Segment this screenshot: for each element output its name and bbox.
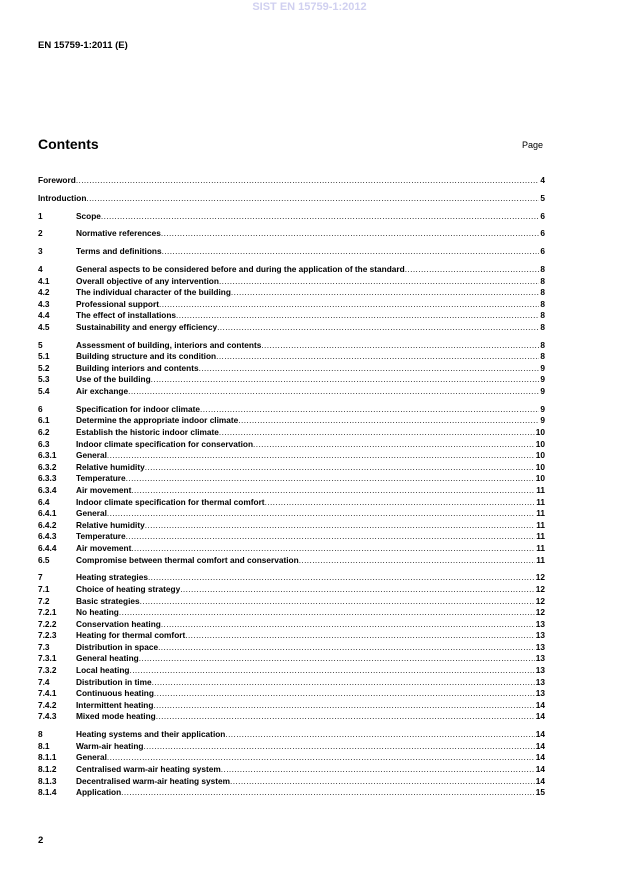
toc-entry-title: Continuous heating bbox=[76, 688, 154, 699]
toc-entry-number: 8.1 bbox=[38, 740, 50, 751]
toc-entry-page: 12 bbox=[535, 607, 545, 618]
toc-entry[interactable] bbox=[38, 665, 545, 677]
toc-entry-page: 10 bbox=[535, 438, 545, 449]
toc-entry-title: Local heating bbox=[76, 665, 130, 676]
toc-entry-title: Basic strategies bbox=[76, 595, 140, 606]
toc-entry-page: 10 bbox=[535, 461, 545, 472]
toc-dot-leader bbox=[148, 572, 535, 584]
toc-entry-page: 8 bbox=[540, 310, 545, 321]
toc-dot-leader bbox=[231, 287, 539, 299]
toc-group bbox=[38, 175, 545, 187]
toc-entry-title: Building structure and its condition bbox=[76, 351, 217, 362]
toc-entry[interactable] bbox=[38, 415, 545, 427]
toc-entry-number: 5 bbox=[38, 339, 43, 350]
toc-entry-page: 9 bbox=[540, 374, 545, 385]
toc-entry-page: 8 bbox=[540, 287, 545, 298]
toc-entry-number: 7.2.2 bbox=[38, 618, 57, 629]
toc-entry[interactable] bbox=[38, 688, 545, 700]
toc-entry-title: General aspects to be considered before and during the application of the standard bbox=[76, 263, 405, 274]
toc-entry-page: 11 bbox=[536, 542, 545, 553]
toc-dot-leader bbox=[185, 630, 535, 642]
toc-entry[interactable] bbox=[38, 351, 545, 363]
toc-dot-leader bbox=[139, 653, 535, 665]
toc-entry-number: 7.4.2 bbox=[38, 699, 57, 710]
toc-entry-title: Application bbox=[76, 787, 122, 798]
toc-dot-leader bbox=[153, 700, 534, 712]
toc-entry-number: 6.4.4 bbox=[38, 542, 57, 553]
toc-entry-number: 7.2.3 bbox=[38, 630, 57, 641]
toc-entry-title: Normative references bbox=[76, 228, 161, 239]
toc-entry-title: Foreword bbox=[38, 175, 76, 185]
toc-entry-number: 7.2 bbox=[38, 595, 50, 606]
toc-entry-page: 11 bbox=[536, 531, 545, 542]
toc-entry[interactable] bbox=[38, 264, 545, 276]
toc-entry-page: 11 bbox=[536, 496, 545, 507]
toc-entry-title: Heating systems and their application bbox=[76, 729, 226, 740]
toc-dot-leader bbox=[161, 228, 540, 240]
toc-entry-number: 7.1 bbox=[38, 583, 50, 594]
toc-entry-title: Distribution in time bbox=[76, 676, 152, 687]
toc-entry-page: 5 bbox=[540, 192, 545, 203]
toc-group bbox=[38, 193, 545, 205]
toc-dot-leader bbox=[121, 787, 535, 799]
toc-entry-title: Heating strategies bbox=[76, 572, 148, 583]
footer-page-number: 2 bbox=[38, 835, 44, 846]
toc-entry[interactable] bbox=[38, 729, 545, 741]
toc-entry-page: 13 bbox=[535, 653, 545, 664]
toc-dot-leader bbox=[154, 688, 535, 700]
toc-entry-number: 7.2.1 bbox=[38, 607, 57, 618]
toc-dot-leader bbox=[219, 427, 535, 439]
toc-entry-number: 5.2 bbox=[38, 362, 50, 373]
toc-dot-leader bbox=[131, 485, 535, 497]
toc-entry-page: 14 bbox=[535, 711, 545, 722]
toc-entry[interactable] bbox=[38, 520, 545, 532]
toc-entry-number: 7.4 bbox=[38, 676, 50, 687]
toc-entry-number: 6.3.3 bbox=[38, 473, 57, 484]
toc-entry-title: Intermittent heating bbox=[76, 699, 154, 710]
toc-entry[interactable] bbox=[38, 741, 545, 753]
toc-entry-number: 6.4.1 bbox=[38, 508, 57, 519]
toc-dot-leader bbox=[107, 450, 535, 462]
toc-group bbox=[38, 264, 545, 334]
toc-entry-number: 5.1 bbox=[38, 351, 50, 362]
toc-entry[interactable] bbox=[38, 776, 545, 788]
toc-group bbox=[38, 729, 545, 799]
toc-entry-title: No heating bbox=[76, 607, 119, 618]
toc-entry-number: 4.1 bbox=[38, 275, 50, 286]
toc-entry-title: Indoor climate specification for conservation bbox=[76, 438, 254, 449]
toc-entry-number: 7.3 bbox=[38, 641, 50, 652]
toc-entry[interactable] bbox=[38, 700, 545, 712]
toc-entry[interactable] bbox=[38, 543, 545, 555]
toc-entry-title: Temperature bbox=[76, 473, 126, 484]
toc-entry-page: 13 bbox=[535, 630, 545, 641]
toc-entry-number: 4.3 bbox=[38, 298, 50, 309]
toc-entry-title: Terms and definitions bbox=[76, 246, 162, 257]
toc-dot-leader bbox=[217, 322, 539, 334]
toc-entry-number: 3 bbox=[38, 246, 43, 257]
toc-entry[interactable] bbox=[38, 287, 545, 299]
toc-dot-leader bbox=[151, 374, 540, 386]
toc-dot-leader bbox=[199, 363, 540, 375]
toc-entry-page: 13 bbox=[535, 676, 545, 687]
toc-entry-page: 6 bbox=[540, 246, 545, 257]
toc-entry[interactable] bbox=[38, 386, 545, 398]
toc-dot-leader bbox=[299, 555, 536, 567]
toc-entry[interactable] bbox=[38, 462, 545, 474]
toc-entry[interactable] bbox=[38, 508, 545, 520]
toc-entry-page: 12 bbox=[535, 572, 545, 583]
toc-entry-title: Air movement bbox=[76, 484, 132, 495]
toc-entry[interactable] bbox=[38, 531, 545, 543]
toc-entry-number: 8.1.3 bbox=[38, 775, 57, 786]
toc-group bbox=[38, 211, 545, 223]
toc-entry[interactable] bbox=[38, 276, 545, 288]
toc-entry[interactable] bbox=[38, 439, 545, 451]
toc-entry-number: 1 bbox=[38, 210, 43, 221]
toc-entry[interactable] bbox=[38, 653, 545, 665]
table-of-contents bbox=[38, 175, 545, 799]
toc-entry-page: 8 bbox=[540, 351, 545, 362]
toc-dot-leader bbox=[238, 415, 539, 427]
toc-entry-page: 11 bbox=[536, 554, 545, 565]
toc-dot-leader bbox=[265, 497, 536, 509]
toc-entry-title: The individual character of the building bbox=[76, 287, 231, 298]
toc-entry[interactable] bbox=[38, 607, 545, 619]
toc-entry-number: 6.2 bbox=[38, 427, 50, 437]
toc-entry-number: 7.3.2 bbox=[38, 665, 57, 676]
toc-entry[interactable] bbox=[38, 193, 545, 205]
toc-entry[interactable] bbox=[38, 310, 545, 322]
toc-dot-leader bbox=[200, 404, 539, 416]
toc-entry[interactable] bbox=[38, 764, 545, 776]
toc-entry-title: Temperature bbox=[76, 531, 126, 542]
page-column-label: Page bbox=[522, 140, 544, 150]
toc-entry-number: 7.4.3 bbox=[38, 711, 57, 722]
toc-dot-leader bbox=[107, 752, 535, 764]
toc-entry-title: Scope bbox=[76, 210, 101, 221]
toc-entry-number: 8.1.2 bbox=[38, 764, 57, 774]
toc-entry[interactable] bbox=[38, 572, 545, 584]
toc-entry-number: 6.4.3 bbox=[38, 531, 57, 542]
toc-entry-number: 4.2 bbox=[38, 287, 50, 298]
watermark: SIST EN 15759-1:2012 bbox=[252, 1, 367, 13]
toc-entry-title: Professional support bbox=[76, 298, 159, 309]
toc-dot-leader bbox=[405, 264, 540, 276]
toc-dot-leader bbox=[156, 711, 535, 723]
toc-dot-leader bbox=[126, 531, 536, 543]
toc-entry[interactable] bbox=[38, 473, 545, 485]
toc-entry-page: 13 bbox=[535, 641, 545, 652]
toc-entry[interactable] bbox=[38, 619, 545, 631]
toc-entry[interactable] bbox=[38, 450, 545, 462]
toc-dot-leader bbox=[158, 642, 535, 654]
toc-entry[interactable] bbox=[38, 374, 545, 386]
toc-entry-title: Introduction bbox=[38, 192, 87, 203]
toc-entry-page: 4 bbox=[540, 175, 545, 185]
toc-entry[interactable] bbox=[38, 340, 545, 352]
toc-entry-title: Compromise between thermal comfort and conservation bbox=[76, 554, 299, 565]
toc-dot-leader bbox=[129, 665, 534, 677]
toc-entry-number: 4 bbox=[38, 263, 43, 274]
toc-entry-page: 11 bbox=[536, 484, 545, 495]
toc-dot-leader bbox=[225, 729, 534, 741]
toc-entry-title: Indoor climate specification for thermal comfort bbox=[76, 496, 265, 507]
toc-entry-page: 8 bbox=[540, 321, 545, 332]
toc-entry-title: Establish the historic indoor climate bbox=[76, 427, 219, 437]
toc-entry-title: Use of the building bbox=[76, 374, 151, 385]
toc-entry-page: 9 bbox=[540, 362, 545, 373]
toc-dot-leader bbox=[159, 299, 539, 311]
toc-entry-page: 14 bbox=[535, 764, 545, 774]
toc-entry[interactable] bbox=[38, 497, 545, 509]
toc-entry[interactable] bbox=[38, 752, 545, 764]
toc-entry[interactable] bbox=[38, 363, 545, 375]
toc-entry-page: 14 bbox=[535, 775, 545, 786]
toc-dot-leader bbox=[261, 340, 539, 352]
toc-group bbox=[38, 340, 545, 398]
toc-entry-page: 6 bbox=[540, 228, 545, 239]
toc-entry-title: Centralised warm-air heating system bbox=[76, 764, 221, 774]
toc-entry-title: Determine the appropriate indoor climate bbox=[76, 415, 239, 426]
toc-entry-page: 8 bbox=[540, 263, 545, 274]
toc-entry-number: 6.4.2 bbox=[38, 519, 57, 530]
toc-entry-page: 14 bbox=[535, 752, 545, 763]
toc-entry[interactable] bbox=[38, 596, 545, 608]
toc-entry[interactable] bbox=[38, 711, 545, 723]
toc-entry-page: 14 bbox=[535, 729, 545, 740]
toc-entry-title: Overall objective of any intervention bbox=[76, 275, 219, 286]
toc-entry-title: Conservation heating bbox=[76, 618, 161, 629]
toc-entry-title: Decentralised warm-air heating system bbox=[76, 775, 231, 786]
toc-entry[interactable] bbox=[38, 427, 545, 439]
toc-entry-page: 10 bbox=[535, 427, 545, 437]
toc-entry[interactable] bbox=[38, 787, 545, 799]
toc-dot-leader bbox=[145, 462, 535, 474]
toc-entry-number: 6.1 bbox=[38, 415, 50, 426]
toc-dot-leader bbox=[107, 508, 535, 520]
toc-entry-title: Heating for thermal comfort bbox=[76, 630, 186, 641]
toc-entry-title: Mixed mode heating bbox=[76, 711, 156, 722]
toc-entry-number: 4.5 bbox=[38, 321, 50, 332]
toc-dot-leader bbox=[180, 584, 535, 596]
toc-entry-number: 8 bbox=[38, 729, 43, 740]
toc-entry-title: Sustainability and energy efficiency bbox=[76, 321, 218, 332]
toc-entry-page: 14 bbox=[535, 699, 545, 710]
toc-entry-page: 13 bbox=[535, 688, 545, 699]
toc-entry[interactable] bbox=[38, 677, 545, 689]
toc-entry[interactable] bbox=[38, 175, 545, 187]
toc-entry-title: Warm-air heating bbox=[76, 740, 144, 751]
toc-entry-number: 4.4 bbox=[38, 310, 50, 321]
toc-entry-number: 6.3 bbox=[38, 438, 50, 449]
toc-dot-leader bbox=[126, 473, 535, 485]
toc-group bbox=[38, 246, 545, 258]
toc-entry[interactable] bbox=[38, 584, 545, 596]
toc-group bbox=[38, 228, 545, 240]
toc-entry-number: 7 bbox=[38, 572, 43, 583]
toc-entry-number: 2 bbox=[38, 228, 43, 239]
toc-entry-title: Air movement bbox=[76, 542, 132, 553]
toc-entry-title: General heating bbox=[76, 653, 139, 664]
toc-entry-number: 5.3 bbox=[38, 374, 50, 385]
toc-entry-title: The effect of installations bbox=[76, 310, 177, 321]
toc-entry-number: 8.1.4 bbox=[38, 787, 57, 798]
toc-dot-leader bbox=[86, 193, 539, 205]
toc-dot-leader bbox=[221, 764, 535, 776]
toc-entry-page: 8 bbox=[540, 339, 545, 350]
toc-entry-number: 6.5 bbox=[38, 554, 50, 565]
toc-entry-page: 12 bbox=[535, 583, 545, 594]
toc-entry-title: General bbox=[76, 450, 107, 461]
toc-entry-title: General bbox=[76, 752, 107, 763]
toc-entry-page: 9 bbox=[540, 415, 545, 426]
toc-entry-number: 7.4.1 bbox=[38, 688, 57, 699]
toc-entry-page: 8 bbox=[540, 275, 545, 286]
toc-dot-leader bbox=[119, 607, 535, 619]
toc-entry-page: 11 bbox=[536, 508, 545, 519]
contents-heading: Contents bbox=[38, 136, 99, 152]
toc-entry-page: 13 bbox=[535, 665, 545, 676]
toc-entry-page: 9 bbox=[540, 386, 545, 397]
toc-entry-page: 14 bbox=[535, 740, 545, 751]
toc-entry-title: Building interiors and contents bbox=[76, 362, 199, 373]
toc-entry[interactable] bbox=[38, 228, 545, 240]
toc-entry-title: Specification for indoor climate bbox=[76, 403, 201, 414]
toc-entry-page: 8 bbox=[540, 298, 545, 309]
toc-entry-page: 13 bbox=[535, 618, 545, 629]
toc-dot-leader bbox=[76, 175, 540, 187]
toc-entry-page: 10 bbox=[535, 473, 545, 484]
toc-entry-number: 7.3.1 bbox=[38, 653, 57, 664]
toc-entry[interactable] bbox=[38, 211, 545, 223]
toc-entry-page: 11 bbox=[536, 519, 545, 530]
toc-entry-number: 6.3.4 bbox=[38, 484, 57, 495]
toc-entry[interactable] bbox=[38, 246, 545, 258]
toc-dot-leader bbox=[162, 246, 540, 258]
toc-dot-leader bbox=[145, 520, 536, 532]
toc-entry-page: 9 bbox=[540, 403, 545, 414]
toc-entry-title: Choice of heating strategy bbox=[76, 583, 181, 594]
toc-entry[interactable] bbox=[38, 322, 545, 334]
toc-entry[interactable] bbox=[38, 630, 545, 642]
toc-entry-title: Distribution in space bbox=[76, 641, 159, 652]
toc-dot-leader bbox=[253, 439, 535, 451]
toc-entry-number: 6.4 bbox=[38, 496, 50, 507]
toc-dot-leader bbox=[230, 776, 535, 788]
toc-entry-title: Air exchange bbox=[76, 386, 129, 397]
toc-entry-title: Relative humidity bbox=[76, 461, 145, 472]
toc-dot-leader bbox=[219, 276, 539, 288]
toc-entry[interactable] bbox=[38, 299, 545, 311]
toc-dot-leader bbox=[143, 741, 534, 753]
toc-entry-title: General bbox=[76, 508, 107, 519]
toc-entry-number: 5.4 bbox=[38, 386, 50, 397]
toc-dot-leader bbox=[140, 596, 535, 608]
document-id-header: EN 15759-1:2011 (E) bbox=[38, 40, 128, 51]
toc-entry[interactable] bbox=[38, 404, 545, 416]
toc-dot-leader bbox=[161, 619, 535, 631]
toc-entry-page: 6 bbox=[540, 210, 545, 221]
toc-entry-number: 6 bbox=[38, 403, 43, 414]
toc-dot-leader bbox=[176, 310, 539, 322]
toc-entry-page: 12 bbox=[535, 595, 545, 606]
toc-dot-leader bbox=[216, 351, 539, 363]
toc-entry[interactable] bbox=[38, 642, 545, 654]
toc-entry[interactable] bbox=[38, 485, 545, 497]
toc-entry-number: 6.3.1 bbox=[38, 450, 57, 461]
toc-entry-page: 15 bbox=[535, 787, 545, 798]
toc-entry-number: 8.1.1 bbox=[38, 752, 57, 763]
toc-dot-leader bbox=[152, 677, 535, 689]
toc-entry-page: 10 bbox=[535, 450, 545, 461]
toc-group bbox=[38, 404, 545, 566]
toc-entry-number: 6.3.2 bbox=[38, 461, 57, 472]
toc-entry-title: Relative humidity bbox=[76, 519, 145, 530]
toc-entry[interactable] bbox=[38, 555, 545, 567]
toc-group bbox=[38, 572, 545, 723]
toc-dot-leader bbox=[128, 386, 539, 398]
toc-entry-title: Assessment of building, interiors and contents bbox=[76, 339, 262, 350]
toc-dot-leader bbox=[131, 543, 535, 555]
toc-dot-leader bbox=[101, 211, 539, 223]
